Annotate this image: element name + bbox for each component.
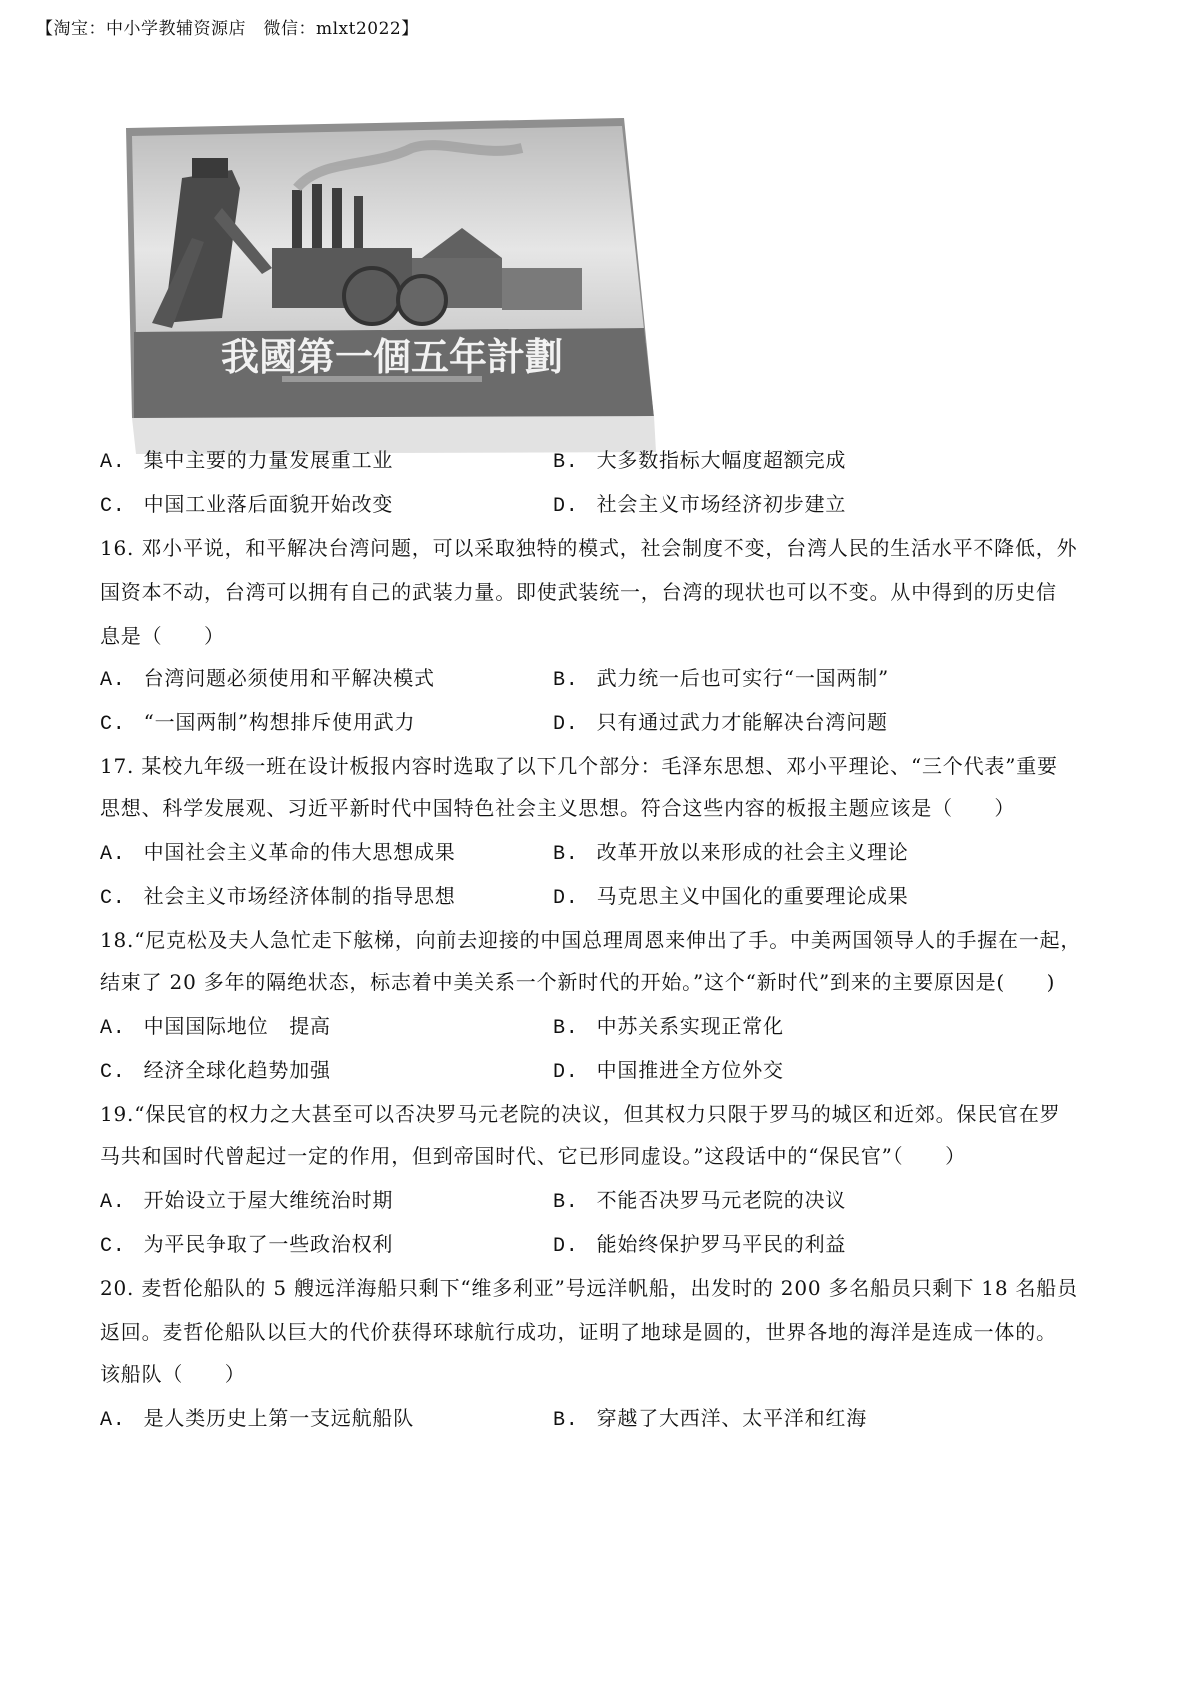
page-header: 【淘宝：中小学教辅资源店 微信：mlxt2022】 <box>36 19 419 39</box>
q19-stem-line-1: 19.“保民官的权力之大甚至可以否决罗马元老院的决议，但其权力只限于罗马的城区和近郊。保民官在罗 <box>100 1102 1061 1126</box>
q17-option-d: D. 马克思主义中国化的重要理论成果 <box>553 884 909 910</box>
q18-stem-line-2: 结束了 20 多年的隔绝状态，标志着中美关系一个新时代的开始。”这个“新时代”到来的主要原因是( ) <box>100 970 1056 994</box>
q16-option-a: A. 台湾问题必须使用和平解决模式 <box>100 666 435 692</box>
q19-option-d: D. 能始终保护罗马平民的利益 <box>553 1232 847 1258</box>
q18-option-a: A. 中国国际地位 提高 <box>100 1014 331 1040</box>
q19-option-c: C. 为平民争取了一些政治权利 <box>100 1232 394 1258</box>
q15-option-c: C. 中国工业落后面貌开始改变 <box>100 492 394 518</box>
q20-stem-line-3: 该船队（ ） <box>100 1362 246 1386</box>
q15-option-d: D. 社会主义市场经济初步建立 <box>553 492 847 518</box>
q18-option-d: D. 中国推进全方位外交 <box>553 1058 784 1084</box>
q17-option-b: B. 改革开放以来形成的社会主义理论 <box>553 840 909 866</box>
q16-stem-line-2: 国资本不动，台湾可以拥有自己的武装力量。即使武装统一，台湾的现状也可以不变。从中得到的历史信 <box>100 580 1057 604</box>
five-year-plan-poster <box>122 118 658 456</box>
q18-option-c: C. 经济全球化趋势加强 <box>100 1058 331 1084</box>
q15-option-a: A. 集中主要的力量发展重工业 <box>100 448 394 474</box>
q16-option-c: C. “一国两制”构想排斥使用武力 <box>100 710 416 736</box>
q16-stem-line-3: 息是（ ） <box>100 624 225 648</box>
q17-stem-line-1: 17. 某校九年级一班在设计板报内容时选取了以下几个部分：毛泽东思想、邓小平理论、“三个代表”重要 <box>100 754 1058 778</box>
q18-stem-line-1: 18.“尼克松及夫人急忙走下舷梯，向前去迎接的中国总理周恩来伸出了手。中美两国领导人的手握在一起， <box>100 928 1082 952</box>
q19-option-a: A. 开始设立于屋大维统治时期 <box>100 1188 394 1214</box>
q16-option-d: D. 只有通过武力才能解决台湾问题 <box>553 710 888 736</box>
q17-option-a: A. 中国社会主义革命的伟大思想成果 <box>100 840 456 866</box>
q17-option-c: C. 社会主义市场经济体制的指导思想 <box>100 884 456 910</box>
poster-illustration <box>122 118 658 456</box>
q20-option-a: A. 是人类历史上第一支远航船队 <box>100 1406 415 1432</box>
q20-option-b: B. 穿越了大西洋、太平洋和红海 <box>553 1406 868 1432</box>
q15-option-b: B. 大多数指标大幅度超额完成 <box>553 448 847 474</box>
q16-option-b: B. 武力统一后也可实行“一国两制” <box>553 666 890 692</box>
poster-caption: 我國第一個五年計劃 <box>220 334 564 379</box>
q19-stem-line-2: 马共和国时代曾起过一定的作用，但到帝国时代、它已形同虚设。”这段话中的“保民官”（ ） <box>100 1144 966 1168</box>
q20-stem-line-2: 返回。麦哲伦船队以巨大的代价获得环球航行成功，证明了地球是圆的，世界各地的海洋是连成一体的。 <box>100 1320 1057 1344</box>
q18-option-b: B. 中苏关系实现正常化 <box>553 1014 784 1040</box>
q20-stem-line-1: 20. 麦哲伦船队的 5 艘远洋海船只剩下“维多利亚”号远洋帆船，出发时的 200 多名船员只剩下 18 名船员 <box>100 1276 1078 1300</box>
q16-stem-line-1: 16. 邓小平说，和平解决台湾问题，可以采取独特的模式，社会制度不变，台湾人民的生活水平不降低，外 <box>100 536 1078 560</box>
q19-option-b: B. 不能否决罗马元老院的决议 <box>553 1188 847 1214</box>
q17-stem-line-2: 思想、科学发展观、习近平新时代中国特色社会主义思想。符合这些内容的板报主题应该是（ ） <box>100 796 1016 820</box>
